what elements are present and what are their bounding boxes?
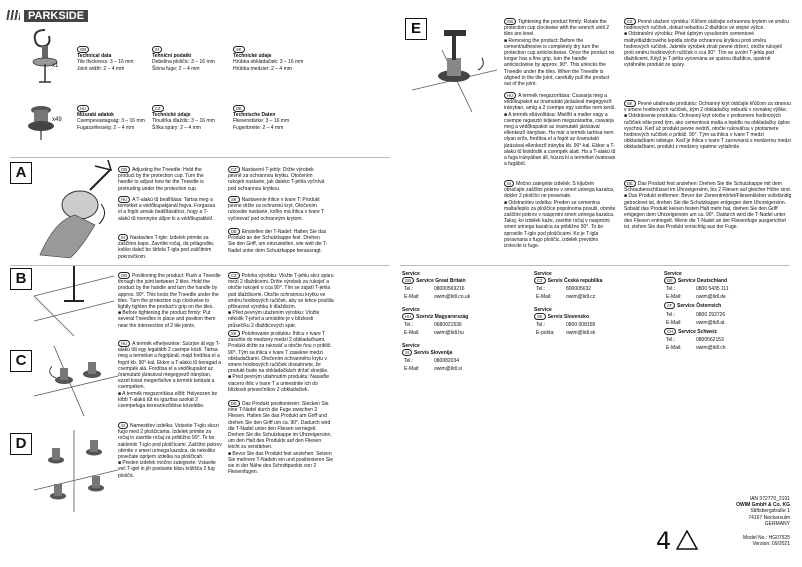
mail-label: E-pošta: <box>536 330 555 337</box>
service-de <box>664 271 790 353</box>
step-a-gb: Adjusting the Tneedle: Hold the product by the protection cup. Turn the handle to adjust how far the Tneedle is protruding under the protection cup. <box>118 167 204 192</box>
tech-line1-de: Fliesenstärke: 3 – 16 mm <box>233 118 290 125</box>
step-e-illustration <box>412 30 497 112</box>
step-a-illustration <box>35 160 120 260</box>
lang-badge-cz: CZ <box>534 277 546 284</box>
step-b-illustration <box>34 266 114 338</box>
step-d-illustration <box>34 430 118 512</box>
service-mail-ch[interactable]: owim@lidl.ch <box>696 344 726 351</box>
mail-label: E-Mail: <box>404 294 420 301</box>
tech-line2-gb: Joint width: 2 – 4 mm <box>77 65 125 72</box>
lang-badge: HU <box>504 92 516 99</box>
lang-badge: CZ <box>228 272 240 279</box>
service-mail-de[interactable]: owim@lidl.de <box>696 294 726 301</box>
lang-badge: SK <box>624 100 636 107</box>
tech-title-gb: Technical data <box>77 53 112 60</box>
service-name-de: Service Deutschland <box>677 278 728 285</box>
tech-data-gb <box>77 46 147 72</box>
mail-label: E-Mail: <box>666 319 682 326</box>
service-tel-si[interactable]: 080082034 <box>434 358 460 365</box>
step-e-cz: Pevné utažení výrobku: Klíčem otáčejte ochrannou krytem ve směru hodinových ručiček, dokud nebudou 2 dlaždice ve stejné výšce. <box>624 19 789 32</box>
brand-logo <box>6 6 88 24</box>
lang-badge-hu: HU <box>402 313 414 320</box>
lang-badge-gb: GB <box>77 46 89 53</box>
service-label: Service <box>534 307 552 313</box>
lang-badge: SI <box>504 180 514 187</box>
step-e-gb-2: Removing the product: Before the cement/adhesive is completely dry turn the protection cup anticlockwise. Once the product no longer has a fine grip, turn the handle anticlockwise by approx. 90°. This unlocks the Tneedle under the tiles. When the Tneedle is aligned to the tile joint, carefully pull the product out of the joint. <box>504 37 615 88</box>
service-si <box>402 343 522 374</box>
mail-label: E-Mail: <box>404 330 420 337</box>
t-needle-product-image <box>25 26 65 84</box>
lang-badge: HU <box>118 196 130 203</box>
step-c-illustration <box>34 346 118 416</box>
step-e-si: Močno zategnite izdelek: S ključem obračajte zaščitni pokrov v smeri urinega kazalca, dokler 2 ploščici ne poravnate. <box>504 181 615 200</box>
step-b-gb-2: Before tightening the product firmly: Put several Tneedles in place and position them near the intersection of 2 tile joints. <box>118 310 216 329</box>
company-name: OWIM GmbH & Co. KG <box>736 502 790 509</box>
step-e-de-2: Das Produkt entfernen: Bevor der Zementmörtel/Fliesenkleber vollständig getrocknet ist, drehen Sie die Schutzkappe entgegen dem Uhrzeigersinn. Sobald das Produkt keinen festen Halt mehr hat, drehen Sie den Griff entgegen dem Uhrzeigersinn um ca. 90°. Dadurch wird die T-Nadel unter den Fliesen entriegelt. Wenn die T-Nadel an der Fliesenfuge ausgerichtet ist, ziehen Sie das Produkt vorsichtig aus der Fuge. <box>624 193 792 231</box>
tech-title-hu: Műszaki adatok <box>77 112 114 119</box>
service-tel-cz[interactable]: 800005632 <box>566 286 592 293</box>
step-b-de-2: Bevor Sie das Produkt fest anziehen: Setzen Sie mehrere T-Nadeln ein und positionieren Sie sie in der Nähe des Schnittpunkts von 2 Fliesenfugen. <box>228 450 333 476</box>
brand-name: PARKSIDE <box>24 10 88 22</box>
step-b-text-de: DE Das Produkt positionieren: Stecken Sie eine T-Nadel durch die Fuge zwischen 2 Fliesen. Halten Sie das Produkt am Griff und drehen Sie den Griff um ca. 90°. Dadurch wird die T-Nadel unter den Fliesen verriegelt. Drehen Sie die Schutzkappe im Uhrzeigersinn, um den Halt des Produkts auf den Fliesen leicht zu verstärken. ■ Bevor Sie das Produkt fest anziehen: Setzen Sie mehrere T-Nadeln ein und positionieren Sie sie in der Nähe des Schnittpunkts von 2 Fliesenfugen. <box>228 401 333 476</box>
tech-line2-hu: Fugaszélesség: 2 – 4 mm <box>77 124 135 131</box>
step-a-hu: A T-alakú tű beállítása: Tartsa meg a terméket a védőkupakjánál fogva. Forgassa el a fogót annak beállításához, hogy a T-alakú tű mennyire álljon ki a védőkupakból. <box>118 197 215 222</box>
service-name-hu: Szerviz Magyarország <box>416 314 469 321</box>
step-b-si-2: Preden izdelek močno zategnete: Vstavite več T-igel in jih postavite blizu križišča 2 fug ploščic. <box>118 460 216 479</box>
service-cz <box>534 271 654 302</box>
tel-label: Tel.: <box>404 286 414 293</box>
lang-badge: GB <box>118 166 130 173</box>
service-name-at: Service Österreich <box>677 303 722 310</box>
lang-badge-sk: SK <box>233 46 245 53</box>
step-a-text-gb <box>118 166 218 192</box>
tech-line2-cz: Šířka spáry: 2 – 4 mm <box>152 124 201 131</box>
service-mail-si[interactable]: owim@lidl.si <box>434 366 462 373</box>
age-label: 4 <box>656 527 672 555</box>
step-b-sk: Polohovanie produktu: Ihlicu v tvare T zasuňte do medzery medzi 2 obkladačkami. Produkt držte za rukoväť a otočte ňou o približ. 90°. Tým sa ihlica v tvare T zasekne medzi obkladačkami. Otočením ochranného krytu v smere hodinových ručičiek dosiahnete, že produkt bude na obkladačkách držať slnejšie. <box>228 331 332 375</box>
step-e-hu-2: A termék eltávolítása: Mielőtt a malter vagy a csempe ragasztó teljesen megszáradna, csavarja meg a védőkupakot az óramutató járásával ellenkező irányban. Ha már a termék tartósa nem olyan erős, fordítsa el a fogót az óramutató járásával ellenkező irányba kb. 90°-kal. Ekkor a T-alakú tű kioldódik a csempék alatt. Ha a T-alakú tű a fuga irányában áll, húzza ki a terméket óvatosan a fugából. <box>504 111 616 168</box>
service-tel-sk[interactable]: 0800 008158 <box>566 322 596 329</box>
lang-badge: SI <box>118 234 128 241</box>
tech-data-sk <box>233 46 308 72</box>
step-e-text-cz: CZ Pevné utažení výrobku: Klíčem otáčejte ochrannou krytem ve směru hodinových ručiček, dokud nebudou 2 dlaždice ve stejné výšce. ■ Odstranění výrobku: Před úplným vysušením cementové malty/dlaždicového lepidla otočte ochrannou krytkou proti směru hodinových ručiček. Jakmile výrobek ztratí pevné držení, otočte rukojetí proti směru hodinových ručiček o cca 90°. Tím se uvolní T-jehla pod dlaždicemi. Když je T-jehla vyrovnána se spárou dlaždice, opatrně vytáhněte produkt ze spáry. <box>624 19 789 69</box>
lang-badge-sk: SK <box>534 313 546 320</box>
manufacturer-info <box>700 496 790 527</box>
step-a-de: Einstellen der T-Nadel: Halten Sie das Produkt an der Schutzkappe fest. Drehen Sie den Griff, um einzustellen, wie weit die T-Nadel unter dem Schutzkappe herausragt. <box>228 229 328 254</box>
lang-badge: SK <box>228 196 240 203</box>
ian-number: IAN 372770_2101 <box>749 496 790 502</box>
step-e-si-2: Odstranitev izdelka: Preden se cementna malta/lepilo za ploščice popolnoma posuši, obrnite zaščitni pokrov v nasprotni smeri urinega kazalca. Takoj, ko izdelek kaže, zavrtite ročaj v nasprotni smeri urinega kazalca za približno 90°. To bo sprostilo T-iglo pod ploščicami. Ko je T-igla poravnana s fugo ploščic, izdelek previdno izvlecite iz fuge. <box>504 199 616 250</box>
lang-badge: CZ <box>228 166 240 173</box>
step-b-hu-2: A termék megszorítása előtt: Helyezzen be több T-alakú tűt és igazítsa azokat 2 csempefuga kereszteződése közelébe. <box>118 390 218 410</box>
tech-title-sk: Technické údaje <box>233 53 272 60</box>
step-letter-d: D <box>10 433 32 455</box>
lang-badge-hu: HU <box>77 105 89 112</box>
lang-badge-de: DE <box>233 105 245 112</box>
divider <box>10 157 390 158</box>
tech-line1-sk: Hrúbka obkladačiek: 3 – 16 mm <box>233 59 304 66</box>
service-gb <box>402 271 522 302</box>
step-b-hu: A termék elhelyezése: Szúrjon át egy T-alakú tűt egy legalább 2 csempe közti. Tartsa meg a terméket a fogójánál, majd fordítsa el a fogót kb. 90°-kal. Ekkor a T-alakú tű beragad a csempék alá. Fordítsa el a védőkupakot az óramutató járásával megegyező irányban, ezzel kissé megerősítve a termék tartását a csempéken. <box>118 341 222 391</box>
step-a-text-si <box>118 234 218 260</box>
step-e-text-gb: GB Tightening the product firmly: Rotate the protection cup clockwise with the wrench until 2 tiles are level. ■ Removing the product: Before the cement/adhesive is completely dry turn the protection cup anticlockwise. Once the product no longer has a fine grip, turn the handle anticlockwise by approx. 90°. This unlocks the Tneedle under the tiles. When the Tneedle is aligned to the tile joint, carefully pull the product out of the joint. <box>504 19 615 88</box>
divider <box>400 265 790 266</box>
mail-label: E-Mail: <box>666 344 682 351</box>
tech-line2-de: Fugenbreite: 2 – 4 mm <box>233 124 284 131</box>
service-mail-cz[interactable]: owim@lidl.cz <box>566 294 596 301</box>
lang-badge: SI <box>118 422 128 429</box>
step-b-text-hu: HU A termék elhelyezése: Szúrjon át egy T-alakú tűt egy legalább 2 csempe közti. Tartsa meg a terméket a fogójánál, majd fordítsa el a fogót kb. 90°-kal. Ekkor a T-alakú tű beragad a csempék alá. Fordítsa el a védőkupakot az óramutató járásával megegyező irányban, ezzel kissé megerősítve a termék tartását a csempéken. ■ A termék megszorítása előtt: Helyezzen be több T-alakú tűt és igazítsa azokat 2 csempefuga kereszteződése közelébe. <box>118 341 222 410</box>
service-name-sk: Servis Slovensko <box>547 314 590 321</box>
step-a-text-hu <box>118 196 218 222</box>
tel-label: Tel.: <box>536 322 546 329</box>
lang-badge: CZ <box>624 18 636 25</box>
tel-label: Tel.: <box>404 322 414 329</box>
service-label: Service <box>534 271 552 277</box>
lang-badge: DE <box>228 400 240 407</box>
service-name-ch: Service Schweiz <box>678 328 717 335</box>
service-mail-at[interactable]: owim@lidl.at <box>696 319 725 326</box>
model-info <box>700 535 790 547</box>
service-name-cz: Servis Česká republika <box>547 278 603 285</box>
step-e-text-sk: SK Pevné utiahnutie produktu: Ochranný kryt otáčajte kľúčom za stranou v smere hodinových ručičiek, kým 2 obkladačky nebudú v rovnakej výške. ■ Odstránenie produktu: Ochranný kryt otočte v protismere hodinových ručičiek ešte pred tým, ako cementová malta a lepidlo na obkladačky úplne vyschnú. Keď už produkt pevne nedrží, otočte rukoväťou v protismere hodinových ručičiek o približ. 90°. Tým sa ihlica v tvare T medzi obkladačkami odistuje. Keď je ihlica v tvare T zarovnaná s medzerou medzi obkladačkami, produkt z medzery opatrne vytiahnite. <box>624 101 791 151</box>
tech-line2-si: Širina fuge: 2 – 4 mm <box>152 65 200 72</box>
tech-line1-hu: Csempevastagság: 3 – 16 mm <box>77 118 145 125</box>
mail-label: E-Mail: <box>666 294 682 301</box>
service-label: Service <box>664 271 682 277</box>
step-a-cz: Nastavení T-jehly: Držte výrobek pevně za ochrannou krytku. Otočením rukojeti nastavte, jak daleko T-jehla vyčnívá pod ochrannou krytkou. <box>228 167 325 192</box>
lang-badge: GB <box>118 272 130 279</box>
step-a-text-cz <box>228 166 328 192</box>
step-letter-b: B <box>10 268 32 290</box>
tel-label: Tel.: <box>666 311 676 318</box>
step-b-sk-2: Pred pevným utiahnutím produktu: Nasaďte viacero ihlic v tvare T a umiestnite ich do blízkosti priesečníkov 2 obkladačiek. <box>228 374 330 393</box>
quantity-one: x1 <box>52 63 59 69</box>
company-street: Stiftsbergstraße 1 <box>750 508 790 515</box>
lang-badge: DE <box>624 180 636 187</box>
step-e-sk: Pevné utiahnutie produktu: Ochranný kryt otáčajte kľúčom za stranou v smere hodinových ručičiek, kým 2 obkladačky nebudú v rovnakej výške. <box>624 101 791 114</box>
step-b-text-cz: CZ Poloha výrobku: Vložte T-jehlu skrz spáru mezi 2 dlaždicemi. Držte výrobek za rukojeť a otočte rukojetí o cca 90°. Tím se zajistí T-jehla pod dlaždicemi. Otočte ochrannou krytku ve směru hodinových ručiček, aby se lehce posílila přilnavost výrobku k dlaždicím. ■ Před pevným utažením výrobku: Vložte několik T-jehel a umístěte je v blízkosti průsečíku 2 dlaždicových spár. <box>228 273 334 329</box>
step-e-gb: Tightening the product firmly: Rotate the protection cup clockwise with the wrench until 2 tiles are level. <box>504 19 610 38</box>
step-e-hu: A termék megszorítása: Csavarja meg a védőkupakot az óramutató járásával megegyező irányban, amíg a 2 csempe egy szintbe nem kerül. <box>504 93 616 112</box>
mail-label: E-Mail: <box>536 294 552 301</box>
tech-line2-sk: Hrúbka medzier: 2 – 4 mm <box>233 65 292 72</box>
step-b-text-si: SI Namestitev izdelka: Vstavite T-iglo skozi fugo med 2 ploščicama. Izdelek primite za ročaj in zavrtite ročaj za približno 90°. To bo zaklenilo T-iglo pod ploščicami. Zaščitni pokrov obrnite v smeri urinega kazalca, da nekoliko povečate oprijem izdelka na ploščicah. ■ Preden izdelek močno zategnete: Vstavite več T-igel in jih postavite blizu križišča 2 fug ploščic. <box>118 423 222 479</box>
tech-line1-si: Debelina ploščic: 3 – 16 mm <box>152 59 215 66</box>
company-city: 74167 Neckarsulm <box>748 514 790 521</box>
quantity-fortynine: x49 <box>52 117 62 123</box>
step-a-sk: Nastavenie ihlice v tvare T: Produkt pevne držte za ochrannú kryt. Otočením rukoväte nastavte, koľko má ihlica v tvare T vyčnievať pod ochranným krytom. <box>228 197 325 222</box>
model-number: Model No.: HG07525 <box>743 535 790 541</box>
tech-data-si <box>152 46 222 72</box>
lang-badge-si: SI <box>152 46 162 53</box>
lang-badge: DE <box>228 228 240 235</box>
service-tel-de[interactable]: 0800 5435 111 <box>696 286 729 293</box>
tel-label: Tel.: <box>404 358 414 365</box>
step-b-si: Namestitev izdelka: Vstavite T-iglo skozi fugo med 2 ploščicama. Izdelek primite za ročaj in zavrtite ročaj za približno 90°. To bo zaklenilo T-iglo pod ploščicami. Zaščitni pokrov obrnite v smeri urinega kazalca, da nekoliko povečate oprijem izdelka na ploščicah. <box>118 423 222 461</box>
lang-badge: SK <box>228 330 240 337</box>
step-b-cz: Poloha výrobku: Vložte T-jehlu skrz spáru mezi 2 dlaždicemi. Držte výrobek za rukojeť a otočte rukojetí o cca 90°. Tím se zajistí T-jehla pod dlaždicemi. Otočte ochrannou krytku ve směru hodinových ručiček, aby se lehce posílila přilnavost výrobku k dlaždicím. <box>228 273 334 311</box>
lang-badge-cz: CZ <box>152 105 164 112</box>
company-country: GERMANY <box>764 520 790 527</box>
step-a-text-de <box>228 228 328 254</box>
lang-badge: GB <box>504 18 516 25</box>
step-b-text-sk: SK Polohovanie produktu: Ihlicu v tvare T zasuňte do medzery medzi 2 obkladačkami. Produkt držte za rukoväť a otočte ňou o približ. 90°. Tým sa ihlica v tvare T zasekne medzi obkladačkami. Otočením ochranného krytu v smere hodinových ručičiek dosiahnete, že produkt bude na obkladačkách držať slnejšie. ■ Pred pevným utiahnutím produktu: Nasaďte viacero ihlic v tvare T a umiestnite ich do blízkosti priesečníkov 2 obkladačiek. <box>228 331 332 393</box>
service-label: Service <box>402 307 420 313</box>
service-label: Service <box>402 271 420 277</box>
tech-title-si: Tehnični podatki <box>152 53 192 60</box>
service-mail-sk[interactable]: owim@lidl.sk <box>566 330 596 337</box>
step-e-sk-2: Odstránenie produktu: Ochranný kryt otočte v protismere hodinových ručičiek ešte pred tým, ako cementová malta a lepidlo na obkladačky úplne vyschnú. Keď už produkt pevne nedrží, otočte rukoväťou v protismere hodinových ručičiek o približ. 90°. Tým sa ihlica v tvare T medzi obkladačkami odistuje. Keď je ihlica v tvare T zarovnaná s medzerou medzi obkladačkami, produkt z medzery opatrne vytiahnite. <box>624 113 791 151</box>
service-mail-hu[interactable]: owim@lidl.hu <box>434 330 464 337</box>
tech-data-hu <box>77 105 149 131</box>
step-e-text-si: SI Močno zategnite izdelek: S ključem obračajte zaščitni pokrov v smeri urinega kazalca, dokler 2 ploščici ne poravnate. ■ Odstranitev izdelka: Preden se cementna malta/lepilo za ploščice popolnoma posuši, obrnite zaščitni pokrov v nasprotni smeri urinega kazalca. Takoj, ko izdelek kaže, zavrtite ročaj v nasprotni smeri urinega kazalca za približno 90°. To bo sprostilo T-iglo pod ploščicami. Ko je T-igla poravnana s fugo ploščic, izdelek previdno izvlecite iz fuge. <box>504 181 616 250</box>
step-b-cz-2: Před pevným utažením výrobku: Vložte několik T-jehel a umístěte je v blízkosti průsečíku 2 dlaždicových spár. <box>228 310 320 329</box>
step-e-cz-2: Odstranění výrobku: Před úplným vysušením cementové malty/dlaždicového lepidla otočte ochrannou krytkou proti směru hodinových ručiček. Jakmile výrobek ztratí pevné držení, otočte rukojetí proti směru hodinových ručiček o cca 90°. Tím se uvolní T-jehla pod dlaždicemi. Když je T-jehla vyrovnána se spárou dlaždice, opatrně vytáhněte produkt ze spáry. <box>624 31 783 69</box>
step-b-de: Das Produkt positionieren: Stecken Sie eine T-Nadel durch die Fuge zwischen 2 Fliesen. Halten Sie das Produkt am Griff und drehen Sie den Griff um ca. 90°. Dadurch wird die T-Nadel unter den Fliesen verriegelt. Drehen Sie die Schutzkappe im Uhrzeigersinn, um den Halt des Produkts auf den Fliesen leicht zu verstärken. <box>228 401 332 451</box>
service-tel-gb[interactable]: 08000569216 <box>434 286 465 293</box>
service-hu <box>402 307 522 338</box>
lang-badge: HU <box>118 340 130 347</box>
step-b-gb: Positioning the product: Push a Tneedle through the joint between 2 tiles. Hold the product by the handle and turn the handle by approx. 90°. This locks the Tneedle under the tiles. Turn the protection cup clockwise to lightly tighten the product's grip on the tiles. <box>118 273 221 311</box>
lang-badge-de: DE <box>664 277 676 284</box>
service-label: Service <box>402 343 420 349</box>
step-letter-a: A <box>10 162 32 184</box>
step-a-text-sk <box>228 196 328 222</box>
service-sk <box>534 307 654 338</box>
step-a-si: Nastavitev T-igle: Izdelek primite za zaščitno kapo. Zavrtite ročaj, da prilagodite, koliko daleč bo štrlela T-igla pod zaščitnim pokrovčkom. <box>118 235 215 260</box>
tech-data-cz <box>152 105 224 131</box>
step-letter-c: C <box>10 350 32 372</box>
tel-label: Tel.: <box>666 336 676 343</box>
tech-line1-cz: Tloušťka dlaždic: 3 – 16 mm <box>152 118 215 125</box>
tech-title-cz: Technické údaje <box>152 112 191 119</box>
lang-badge-ch: CH <box>664 328 676 335</box>
service-name-si: Servis Slovenija <box>413 350 453 357</box>
mail-label: E-Mail: <box>404 366 420 373</box>
tech-line1-gb: Tile thickness: 3 – 16 mm <box>77 59 134 66</box>
lang-badge-at: AT <box>664 302 675 309</box>
service-tel-at[interactable]: 0800 292726 <box>696 311 726 318</box>
tel-label: Tel.: <box>536 286 546 293</box>
step-e-text-de: DE Das Produkt fest anziehen: Drehen Sie die Schutzkappe mit dem Schraubenschlüssel im Uhrzeigersinn, bis 2 Fliesen auf gleicher Höhe sind. ■ Das Produkt entfernen: Bevor der Zementmörtel/Fliesenkleber vollständig getrocknet ist, drehen Sie die Schutzkappe entgegen dem Uhrzeigersinn. Sobald das Produkt keinen festen Halt mehr hat, drehen Sie den Griff entgegen dem Uhrzeigersinn um ca. 90°. Dadurch wird die T-Nadel unter den Fliesen entriegelt. Wenn die T-Nadel an der Fliesenfuge ausgerichtet ist, ziehen Sie das Produkt vorsichtig aus der Fuge. <box>624 181 792 231</box>
service-name-gb: Service Great Britain <box>416 278 466 285</box>
lang-badge-gb: GB <box>402 277 414 284</box>
service-mail-gb[interactable]: owim@lidl.co.uk <box>434 294 471 301</box>
step-e-de: Das Produkt fest anziehen: Drehen Sie die Schutzkappe mit dem Schraubenschlüssel im Uhrzeigersinn, bis 2 Fliesen auf gleicher Höhe sind. <box>624 181 792 194</box>
step-letter-e: E <box>405 18 427 40</box>
lang-badge-si: SI <box>402 349 412 356</box>
service-tel-hu[interactable]: 0680021536 <box>434 322 462 329</box>
service-tel-ch[interactable]: 0800562153 <box>696 336 724 343</box>
tel-label: Tel.: <box>666 286 676 293</box>
tech-title-de: Technische Daten <box>233 112 276 119</box>
tech-data-de <box>233 105 305 131</box>
step-b-text-gb: GB Positioning the product: Push a Tneedle through the joint between 2 tiles. Hold the product by the handle and turn the handle by approx. 90°. This locks the Tneedle under the tiles. Turn the protection cup clockwise to lightly tighten the product's grip on the tiles. ■ Before tightening the product firmly: Put several Tneedles in place and position them near the intersection of 2 tile joints. <box>118 273 221 329</box>
version-number: Version: 09/2021 <box>752 541 790 548</box>
step-e-text-hu: HU A termék megszorítása: Csavarja meg a védőkupakot az óramutató járásával megegyező irányban, amíg a 2 csempe egy szintbe nem kerül. ■ A termék eltávolítása: Mielőtt a malter vagy a csempe ragasztó teljesen megszáradna, csavarja meg a védőkupakot az óramutató járásával ellenkező irányban. Ha már a termék tartósa nem olyan erős, fordítsa el a fogót az óramutató járásával ellenkező irányba kb. 90°-kal. Ekkor a T-alakú tű kioldódik a csempék alatt. Ha a T-alakú tű a fuga irányában áll, húzza ki a terméket óvatosan a fugából. <box>504 93 616 168</box>
warning-triangle-icon <box>676 530 698 550</box>
logo-stripes-icon <box>6 10 20 20</box>
